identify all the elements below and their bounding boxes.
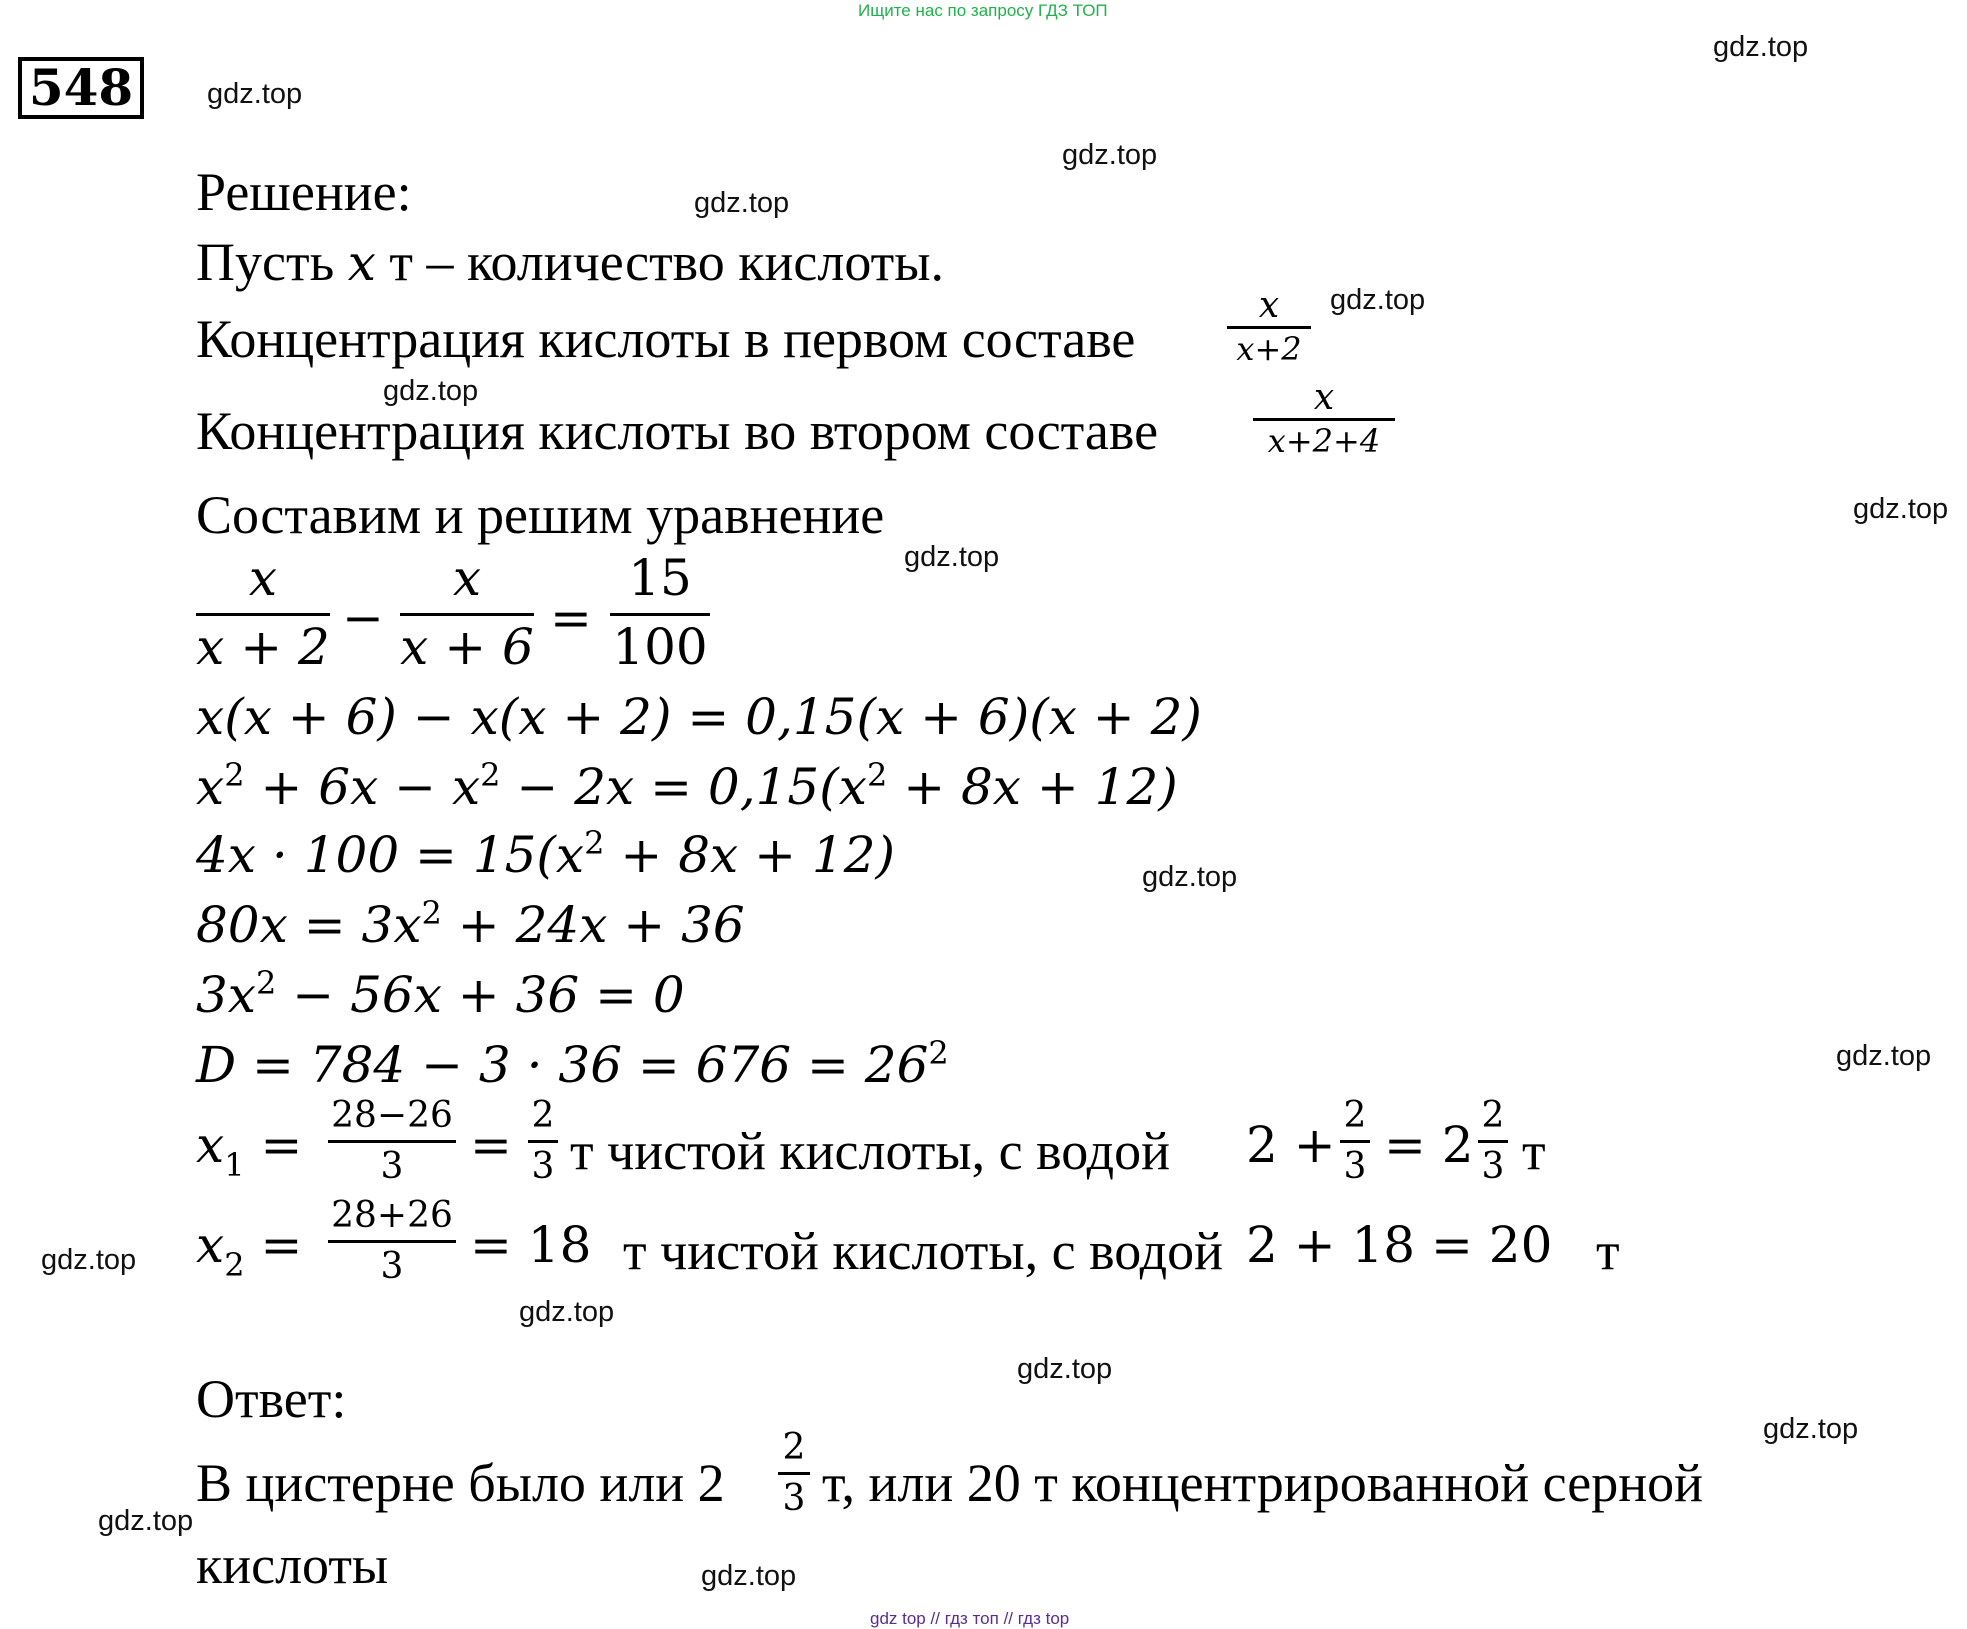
answer-text-continued: т, или 20 т концентрированной серной bbox=[822, 1453, 1704, 1513]
equation-step-3 bbox=[196, 824, 896, 884]
watermark: gdz.top bbox=[1017, 1353, 1113, 1385]
watermark: gdz.top bbox=[1330, 284, 1426, 316]
fraction-numerator: 28+26 bbox=[331, 1195, 453, 1236]
equation-step-5 bbox=[196, 964, 685, 1024]
step-part: + 8x + 12) bbox=[903, 758, 1178, 816]
root-1-sum: 2 + bbox=[1246, 1116, 1336, 1174]
watermark: gdz.top bbox=[904, 541, 1000, 573]
variable-definition bbox=[196, 232, 945, 292]
operator-equals: = bbox=[260, 1216, 303, 1274]
discriminant bbox=[196, 1034, 949, 1094]
fraction-denominator: x + 2 bbox=[196, 618, 330, 676]
math-variable: x bbox=[347, 234, 376, 292]
footer-separator: // bbox=[930, 1609, 940, 1628]
fraction-bar bbox=[778, 1472, 810, 1475]
watermark: gdz.top bbox=[694, 187, 790, 219]
fraction-bar bbox=[610, 613, 710, 616]
exponent: 2 bbox=[480, 756, 501, 794]
line-text: Пусть bbox=[196, 232, 335, 292]
root-2-sum: 2 + 18 = 20 bbox=[1246, 1216, 1553, 1274]
watermark: gdz.top bbox=[98, 1505, 194, 1537]
fraction-bar bbox=[196, 613, 330, 616]
step-part: 4x · 100 = 15(x bbox=[196, 826, 585, 884]
exponent: 2 bbox=[584, 824, 605, 862]
exponent: 2 bbox=[224, 756, 245, 794]
root-1-sum-fraction bbox=[1340, 1095, 1370, 1187]
fraction-denominator: x+2 bbox=[1236, 330, 1302, 368]
root-1-value bbox=[528, 1095, 558, 1187]
footer-link-gdz-top[interactable]: gdz top bbox=[870, 1609, 926, 1628]
fraction-numerator: 28−26 bbox=[331, 1095, 453, 1136]
root-index: 2 bbox=[224, 1246, 245, 1284]
root-1 bbox=[196, 1116, 303, 1184]
equation-intro: Составим и решим уравнение bbox=[196, 485, 885, 545]
operator-equals: = bbox=[470, 1116, 512, 1174]
watermark: gdz.top bbox=[1763, 1413, 1859, 1445]
fraction-denominator: 100 bbox=[612, 618, 708, 676]
footer-link-gdz-top-mixed[interactable]: гдз top bbox=[1017, 1609, 1070, 1628]
root-variable: x bbox=[196, 1116, 225, 1174]
equation-fraction-1 bbox=[196, 549, 330, 676]
step-part: x bbox=[196, 758, 225, 816]
equation-step-1: x(x + 6) − x(x + 2) = 0,15(x + 6)(x + 2) bbox=[196, 688, 1202, 746]
watermark: gdz.top bbox=[519, 1296, 615, 1328]
fraction-bar bbox=[1227, 326, 1311, 329]
answer-heading: Ответ: bbox=[196, 1369, 347, 1429]
answer-text-line2: кислоты bbox=[196, 1535, 389, 1595]
watermark: gdz.top bbox=[1836, 1040, 1932, 1072]
watermark: gdz.top bbox=[1142, 861, 1238, 893]
fraction-bar bbox=[1340, 1140, 1370, 1143]
root-2-unit: т bbox=[1596, 1221, 1620, 1281]
step-part: D = 784 − 3 · 36 = 676 = 26 bbox=[196, 1036, 929, 1094]
fraction-numerator: 15 bbox=[628, 549, 692, 607]
equation-step-4 bbox=[196, 894, 745, 954]
watermark: gdz.top bbox=[383, 375, 479, 407]
watermark: gdz.top bbox=[1062, 139, 1158, 171]
solution-heading: Решение: bbox=[196, 162, 412, 222]
exponent: 2 bbox=[256, 964, 277, 1002]
operator-minus: − bbox=[342, 589, 384, 647]
fraction-numerator: x bbox=[1313, 377, 1335, 418]
fraction-denominator: 3 bbox=[380, 1146, 404, 1187]
exponent: 2 bbox=[866, 756, 888, 794]
root-2-value: = 18 bbox=[470, 1216, 592, 1274]
fraction-numerator: 2 bbox=[1481, 1095, 1505, 1136]
fraction-denominator: x + 6 bbox=[400, 618, 534, 676]
root-1-result-fraction bbox=[1478, 1095, 1508, 1187]
footer-link-gdz-top-ru[interactable]: гдз топ bbox=[944, 1609, 999, 1628]
fraction-denominator: 3 bbox=[1343, 1146, 1367, 1187]
operator-equals: = bbox=[260, 1116, 303, 1174]
fraction-denominator: x+2+4 bbox=[1267, 422, 1381, 460]
watermark: gdz.top bbox=[1853, 493, 1949, 525]
root-2-description: т чистой кислоты, с водой bbox=[623, 1221, 1224, 1281]
root-1-description: т чистой кислоты, с водой bbox=[570, 1121, 1171, 1181]
answer-text: В цистерне было или 2 bbox=[196, 1453, 725, 1513]
fraction-numerator: x bbox=[452, 549, 482, 607]
root-2-fraction bbox=[328, 1195, 456, 1287]
step-part: + 8x + 12) bbox=[620, 826, 896, 884]
fraction-denominator: 3 bbox=[1481, 1146, 1505, 1187]
equation-step-2 bbox=[196, 756, 1178, 816]
step-part: − 2x = 0,15(x bbox=[516, 758, 867, 816]
root-index: 1 bbox=[224, 1146, 245, 1184]
step-part: + 24x + 36 bbox=[457, 896, 745, 954]
fraction-numerator: x bbox=[1258, 285, 1280, 326]
watermark: gdz.top bbox=[1713, 31, 1809, 63]
fraction-numerator: 2 bbox=[1343, 1095, 1367, 1136]
operator-equals: = bbox=[550, 589, 592, 647]
equation-fraction-2 bbox=[400, 549, 534, 676]
problem-number: 548 bbox=[18, 57, 144, 119]
root-1-equals-mixed: = 2 bbox=[1384, 1116, 1474, 1174]
root-2 bbox=[196, 1216, 303, 1284]
fraction-bar bbox=[1253, 418, 1395, 421]
equation-fraction-3 bbox=[610, 549, 710, 676]
watermark: gdz.top bbox=[701, 1560, 797, 1592]
fraction-denominator: 3 bbox=[782, 1478, 806, 1519]
root-1-fraction bbox=[328, 1095, 456, 1187]
root-1-unit: т bbox=[1522, 1121, 1546, 1181]
answer-fraction bbox=[778, 1427, 810, 1519]
fraction-bar bbox=[400, 613, 534, 616]
fraction-numerator: 2 bbox=[782, 1427, 806, 1468]
step-part: 3x bbox=[196, 966, 257, 1024]
step-part: − 56x + 36 = 0 bbox=[292, 966, 685, 1024]
fraction-bar bbox=[528, 1140, 558, 1143]
fraction-bar bbox=[1478, 1140, 1508, 1143]
step-part: 80x = 3x bbox=[196, 896, 422, 954]
fraction-bar bbox=[328, 1140, 456, 1143]
concentration-first-fraction bbox=[1227, 285, 1311, 368]
fraction-bar bbox=[328, 1240, 456, 1243]
concentration-first: Концентрация кислоты в первом составе bbox=[196, 309, 1136, 369]
fraction-numerator: x bbox=[248, 549, 278, 607]
line-text: т – количество кислоты. bbox=[389, 232, 945, 292]
root-variable: x bbox=[196, 1216, 225, 1274]
fraction-denominator: 3 bbox=[531, 1146, 555, 1187]
top-search-hint[interactable]: Ищите нас по запросу ГДЗ ТОП bbox=[858, 1, 1108, 20]
footer-separator: // bbox=[1003, 1609, 1014, 1628]
concentration-second: Концентрация кислоты во втором составе bbox=[196, 401, 1159, 461]
exponent: 2 bbox=[928, 1034, 949, 1072]
watermark: gdz.top bbox=[41, 1244, 137, 1276]
exponent: 2 bbox=[421, 894, 442, 932]
step-part: + 6x − x bbox=[260, 758, 481, 816]
fraction-numerator: 2 bbox=[531, 1095, 555, 1136]
footer-links bbox=[870, 1610, 1069, 1627]
concentration-second-fraction bbox=[1253, 377, 1395, 460]
watermark: gdz.top bbox=[207, 78, 303, 110]
fraction-denominator: 3 bbox=[380, 1246, 404, 1287]
